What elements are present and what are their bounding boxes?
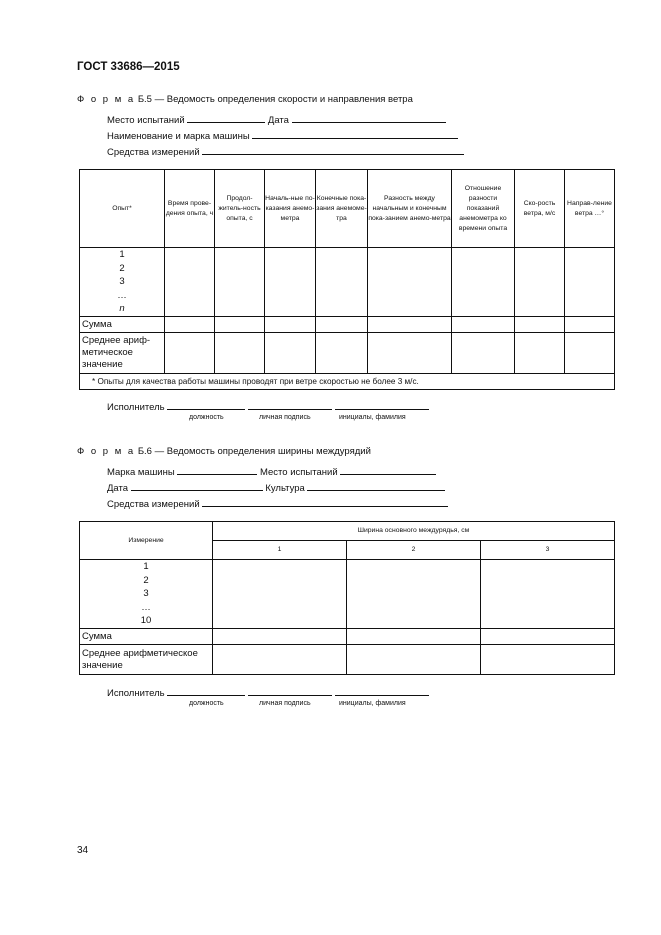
form-b5-machine-line: [107, 129, 458, 142]
name-blank: [335, 686, 429, 696]
date-label: Дата: [107, 483, 129, 494]
measure-header: Измерение: [80, 522, 213, 560]
header-cell: Отношение разности показаний анемометра ко времени опыта: [452, 170, 515, 248]
place-label: Место испытаний: [259, 467, 338, 478]
empty-cell: [316, 317, 368, 333]
empty-cell: [481, 629, 615, 645]
empty-cell: [316, 333, 368, 374]
empty-cell: [481, 645, 615, 675]
name-blank: [335, 400, 429, 410]
row-number: 10: [140, 615, 152, 627]
position-caption: должность: [189, 414, 224, 421]
empty-cell: [515, 248, 565, 317]
empty-cell: [452, 248, 515, 317]
means-label: Средства измерений: [107, 499, 200, 510]
mean-row: [80, 333, 615, 374]
empty-cell: [565, 317, 615, 333]
document-header: ГОСТ 33686—2015: [77, 61, 180, 73]
name-caption: инициалы, фамилия: [339, 414, 406, 421]
table-row: [80, 248, 615, 317]
row-number: 2: [119, 262, 125, 274]
empty-cell: [481, 560, 615, 629]
mean-label: Среднее арифметическое значение: [80, 645, 213, 675]
table-header-row: [80, 522, 615, 541]
empty-cell: [213, 645, 347, 675]
empty-cell: [213, 560, 347, 629]
empty-cell: [165, 248, 215, 317]
form-b5-title-text: Б.5 — Ведомость определения скорости и направления ветра: [137, 94, 413, 105]
means-blank: [202, 497, 448, 507]
width-header: Ширина основного междурядья, см: [213, 522, 615, 541]
signature-blank: [248, 400, 332, 410]
crop-label: Культура: [265, 483, 305, 494]
header-cell: Опыт*: [80, 170, 165, 248]
signature-blank: [248, 686, 332, 696]
empty-cell: [515, 317, 565, 333]
empty-cell: [215, 248, 265, 317]
row-number: 2: [143, 574, 149, 586]
form-b5-place-date-line: [107, 113, 446, 126]
empty-cell: [452, 317, 515, 333]
empty-cell: [565, 248, 615, 317]
mean-label: Среднее ариф-метическое значение: [80, 333, 165, 374]
empty-cell: [165, 317, 215, 333]
form-b5-signature-line: [107, 400, 429, 413]
empty-cell: [347, 560, 481, 629]
signature-caption: личная подпись: [259, 414, 311, 421]
sum-label: Сумма: [80, 317, 165, 333]
header-cell: Началь-ные по-казания анемо-метра: [265, 170, 316, 248]
form-b5-title-prefix: Ф о р м а: [77, 94, 136, 105]
empty-cell: [368, 317, 452, 333]
form-b6-signature-line: [107, 686, 429, 699]
row-number: 1: [143, 561, 149, 573]
signature-caption: личная подпись: [259, 700, 311, 707]
form-b6-means-line: [107, 497, 448, 510]
sum-row: [80, 629, 615, 645]
column-number: 1: [213, 541, 347, 560]
form-b5-means-line: [107, 145, 464, 158]
machine-label: Наименование и марка машины: [107, 131, 250, 142]
row-number: n: [119, 303, 125, 315]
empty-cell: [347, 629, 481, 645]
date-label: Дата: [267, 115, 289, 126]
form-b5-title: [77, 94, 413, 105]
empty-cell: [565, 333, 615, 374]
sum-label: Сумма: [80, 629, 213, 645]
crop-blank: [307, 481, 445, 491]
row-number: …: [117, 289, 127, 301]
empty-cell: [265, 248, 316, 317]
header-cell: Разность между начальным и конечным пока-занием анемо-метра: [368, 170, 452, 248]
name-caption: инициалы, фамилия: [339, 700, 406, 707]
empty-cell: [347, 645, 481, 675]
wind-measurement-table: [79, 169, 615, 390]
machine-blank: [252, 129, 458, 139]
empty-cell: [213, 629, 347, 645]
row-number: 1: [119, 249, 125, 261]
position-caption: должность: [189, 700, 224, 707]
sum-row: [80, 317, 615, 333]
form-b6-title-text: Б.6 — Ведомость определения ширины междурядий: [137, 446, 371, 457]
empty-cell: [515, 333, 565, 374]
form-b6-title: [77, 446, 371, 457]
empty-cell: [265, 333, 316, 374]
row-width-table: [79, 521, 615, 675]
form-b6-brand-place-line: [107, 465, 436, 478]
table-header-row: [80, 170, 615, 248]
form-b6-date-crop-line: [107, 481, 445, 494]
header-cell: Направ-ление ветра …°: [565, 170, 615, 248]
place-blank: [187, 113, 265, 123]
brand-blank: [177, 465, 257, 475]
brand-label: Марка машины: [107, 467, 175, 478]
executor-label: Исполнитель: [107, 688, 165, 699]
empty-cell: [215, 333, 265, 374]
row-numbers-cell: [80, 560, 213, 629]
header-cell: Время прове-дения опыта, ч: [165, 170, 215, 248]
date-blank: [131, 481, 263, 491]
empty-cell: [215, 317, 265, 333]
header-cell: Конечные пока-зания анемоме-тра: [316, 170, 368, 248]
place-label: Место испытаний: [107, 115, 185, 126]
mean-row: [80, 645, 615, 675]
header-cell: Ско-рость ветра, м/с: [515, 170, 565, 248]
means-label: Средства измерений: [107, 147, 200, 158]
empty-cell: [452, 333, 515, 374]
empty-cell: [316, 248, 368, 317]
header-cell: Продол-житель-ность опыта, с: [215, 170, 265, 248]
executor-label: Исполнитель: [107, 402, 165, 413]
form-b6-title-prefix: Ф о р м а: [77, 446, 136, 457]
column-number: 3: [481, 541, 615, 560]
position-blank: [167, 686, 245, 696]
row-number: 3: [143, 588, 149, 600]
footnote-row: [80, 374, 615, 390]
empty-cell: [265, 317, 316, 333]
place-blank: [340, 465, 436, 475]
footnote: * Опыты для качества работы машины проводят при ветре скоростью не более 3 м/с.: [80, 374, 615, 390]
means-blank: [202, 145, 464, 155]
page-number: 34: [77, 845, 89, 856]
position-blank: [167, 400, 245, 410]
empty-cell: [368, 333, 452, 374]
row-number: …: [141, 601, 151, 613]
empty-cell: [368, 248, 452, 317]
table-row: [80, 560, 615, 629]
empty-cell: [165, 333, 215, 374]
column-number: 2: [347, 541, 481, 560]
date-blank: [292, 113, 446, 123]
row-numbers-cell: [80, 248, 165, 317]
row-number: 3: [119, 276, 125, 288]
